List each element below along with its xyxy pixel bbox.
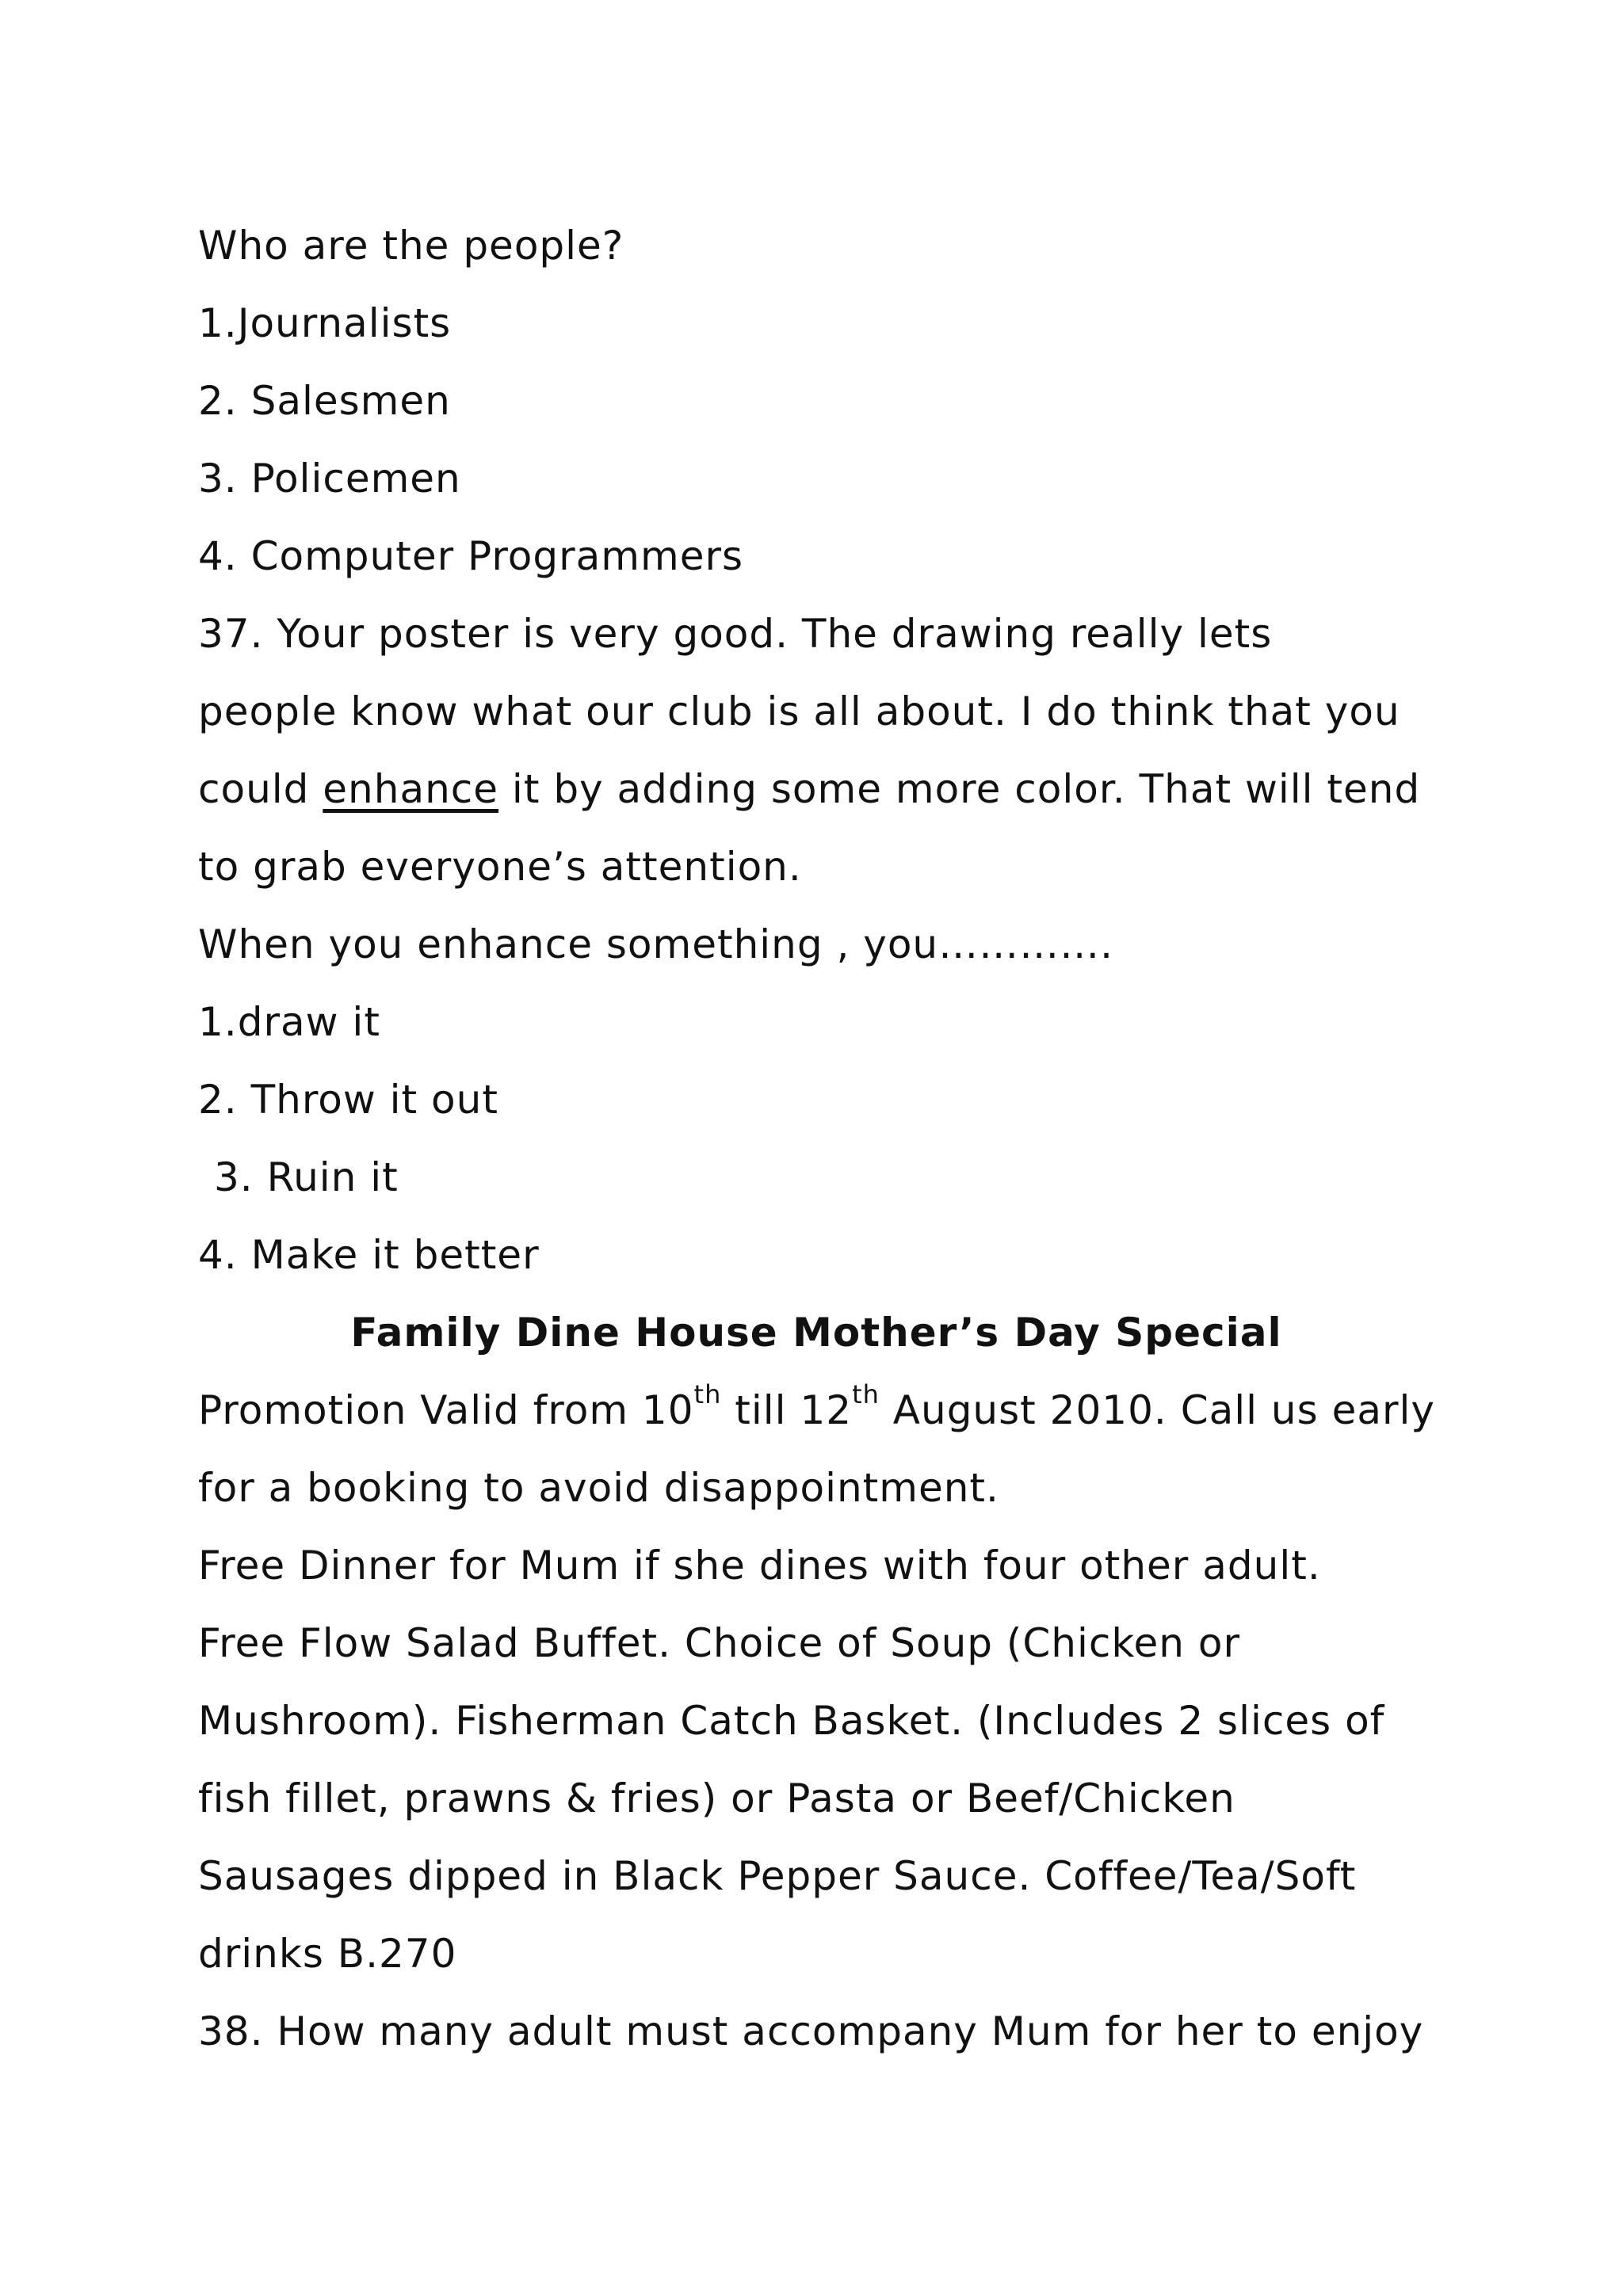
- question-37-line-3: [198, 765, 1434, 813]
- question-38-line-1: 38. How many adult must accompany Mum for her to enjoy: [198, 2008, 1424, 2054]
- line-3-end: it by adding some more color. That will tend: [498, 766, 1421, 812]
- question-37-prompt: When you enhance something , you………….: [198, 921, 1114, 967]
- ad-line: Sausages dipped in Black Pepper Sauce. Coffee/Tea/Soft: [198, 1853, 1357, 1899]
- line-3-start: could: [198, 766, 323, 812]
- option-3: 3. Policemen: [198, 456, 461, 502]
- promo-part-a: Promotion Valid from 10: [198, 1387, 694, 1433]
- ad-line: fish fillet, prawns & fries) or Pasta or Beef/Chicken: [198, 1775, 1235, 1821]
- ad-line: Free Dinner for Mum if she dines with four other adult.: [198, 1543, 1321, 1589]
- question-37-line-1: 37. Your poster is very good. The drawing really lets: [198, 611, 1273, 657]
- question-37-line-2: people know what our club is all about. I do think that you: [198, 688, 1400, 734]
- promo-part-c: August 2010. Call us early: [879, 1387, 1436, 1433]
- ad-promotion-line: [198, 1379, 1436, 1434]
- option-4: 4. Computer Programmers: [198, 533, 744, 579]
- question-36-text: Who are the people?: [198, 223, 624, 269]
- promo-part-b: till 12: [721, 1387, 853, 1433]
- superscript-th: th: [852, 1379, 880, 1410]
- ad-line: drinks B.270: [198, 1931, 457, 1977]
- ad-title: Family Dine House Mother’s Day Special: [350, 1310, 1282, 1356]
- option-2: 2. Throw it out: [198, 1077, 498, 1123]
- option-2: 2. Salesmen: [198, 378, 451, 424]
- question-37-line-4: to grab everyone’s attention.: [198, 844, 802, 890]
- option-3: 3. Ruin it: [214, 1154, 399, 1200]
- option-1: 1.draw it: [198, 999, 380, 1045]
- underlined-word: enhance: [323, 766, 499, 812]
- option-4: 4. Make it better: [198, 1232, 540, 1278]
- option-1: 1.Journalists: [198, 300, 452, 346]
- ad-line: Mushroom). Fisherman Catch Basket. (Includes 2 slices of: [198, 1698, 1385, 1744]
- ad-line: Free Flow Salad Buffet. Choice of Soup (Chicken or: [198, 1620, 1241, 1666]
- superscript-th: th: [693, 1379, 722, 1410]
- ad-promotion-line-2: for a booking to avoid disappointment.: [198, 1465, 999, 1511]
